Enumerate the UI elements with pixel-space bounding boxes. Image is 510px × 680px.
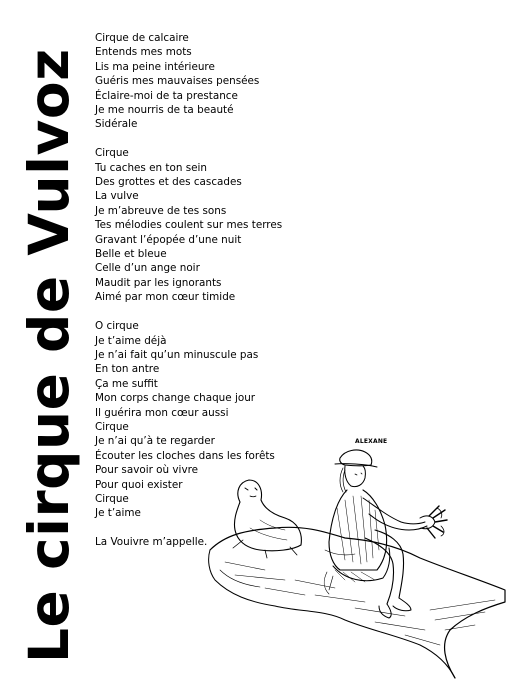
poem-line: En ton antre bbox=[95, 363, 160, 376]
poem-line: Je t’aime bbox=[95, 507, 141, 520]
poem-line: Belle et bleue bbox=[95, 248, 167, 261]
poem-line: Cirque bbox=[95, 147, 129, 160]
poem-line: Cirque bbox=[95, 420, 129, 433]
closing-line: La Vouivre m’appelle. bbox=[95, 536, 208, 549]
poem-line: Lis ma peine intérieure bbox=[95, 60, 215, 73]
poem-line: Je me nourris de ta beauté bbox=[95, 104, 234, 117]
poem-line: Guéris mes mauvaises pensées bbox=[95, 75, 260, 88]
poem-line: Pour quoi exister bbox=[95, 478, 183, 491]
stanza-2 bbox=[95, 146, 325, 304]
page-title: Le cirque de Vulvoz bbox=[17, 48, 81, 663]
poem-line: Ça me suffit bbox=[95, 377, 158, 390]
poem-line: Mon corps change chaque jour bbox=[95, 392, 256, 405]
sketch-illustration bbox=[205, 430, 510, 680]
poem-line: Aimé par mon cœur timide bbox=[95, 291, 236, 304]
poem-line: Je n’ai qu’à te regarder bbox=[95, 435, 215, 448]
poem-line: Tu caches en ton sein bbox=[95, 161, 208, 174]
poem-line: Il guérira mon cœur aussi bbox=[95, 406, 229, 419]
poem-line: Je n’ai fait qu’un minuscule pas bbox=[95, 348, 259, 361]
artist-signature: ALEXANE bbox=[355, 438, 388, 445]
poem-line: Celle d’un ange noir bbox=[95, 262, 200, 275]
stanza-1 bbox=[95, 31, 325, 132]
poem-line: Tes mélodies coulent sur mes terres bbox=[95, 219, 283, 232]
poem-line: Entends mes mots bbox=[95, 46, 192, 59]
poem-line: Cirque de calcaire bbox=[95, 32, 189, 44]
poem-line: Cirque bbox=[95, 492, 129, 505]
poem-line: Maudit par les ignorants bbox=[95, 276, 222, 289]
poem-line: Éclaire-moi de ta prestance bbox=[95, 89, 238, 102]
poem-line: O cirque bbox=[95, 320, 139, 333]
poem-line: Gravant l’épopée d’une nuit bbox=[95, 233, 242, 246]
poem-line: Pour savoir où vivre bbox=[95, 464, 199, 477]
poem-line: Écouter les cloches dans les forêts bbox=[95, 449, 275, 462]
poem-line: Sidérale bbox=[95, 118, 138, 131]
poem-line: Des grottes et des cascades bbox=[95, 176, 242, 189]
poem-line: Je m’abreuve de tes sons bbox=[95, 204, 227, 217]
poem-line: La vulve bbox=[95, 190, 139, 203]
poem-line: Je t’aime déjà bbox=[95, 334, 167, 347]
